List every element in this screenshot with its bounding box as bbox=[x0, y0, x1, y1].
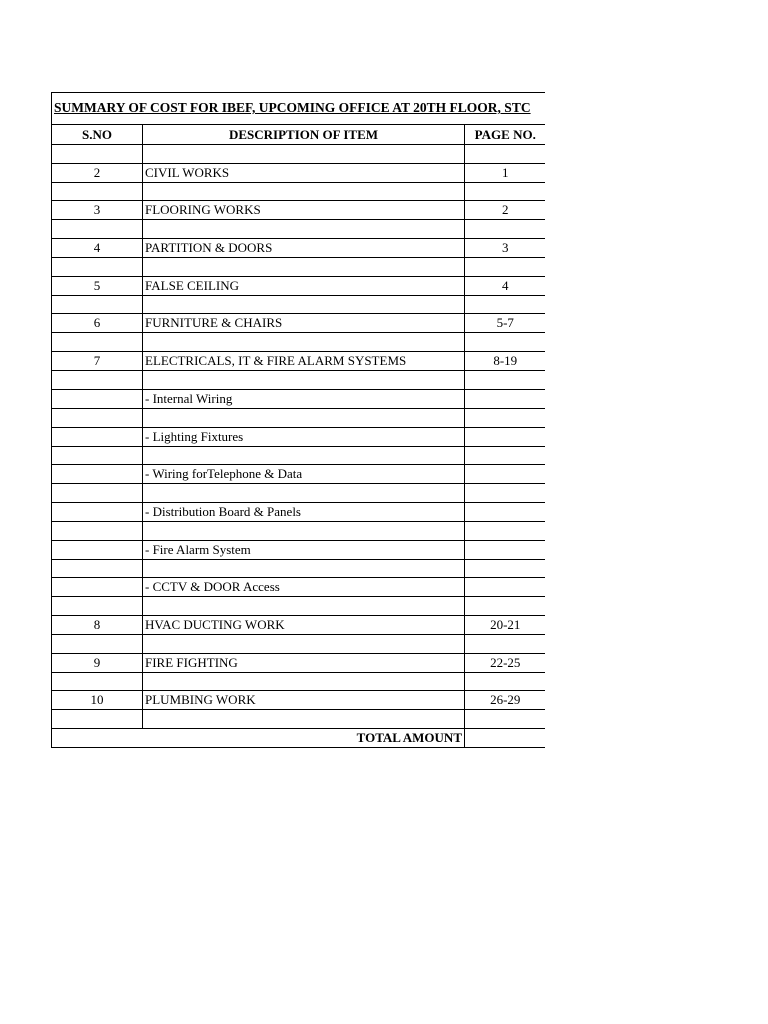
cell-page-no bbox=[465, 371, 546, 390]
cell-description bbox=[143, 295, 465, 314]
cell-description bbox=[143, 145, 465, 164]
cell-page-no bbox=[465, 427, 546, 446]
cell-sno: 7 bbox=[52, 352, 143, 371]
cell-page-no: 20-21 bbox=[465, 615, 546, 634]
cell-sno bbox=[52, 371, 143, 390]
cell-description bbox=[143, 710, 465, 729]
cell-page-no bbox=[465, 484, 546, 503]
cell-page-no: 1 bbox=[465, 163, 546, 182]
cell-sno bbox=[52, 145, 143, 164]
cell-sno: 3 bbox=[52, 201, 143, 220]
cell-description bbox=[143, 220, 465, 239]
cell-sno bbox=[52, 578, 143, 597]
column-header-sno: S.NO bbox=[52, 125, 143, 145]
table-row bbox=[52, 672, 546, 691]
cell-description: FLOORING WORKS bbox=[143, 201, 465, 220]
table-header-row bbox=[52, 125, 546, 145]
cell-sno bbox=[52, 427, 143, 446]
table-row bbox=[52, 201, 546, 220]
cell-page-no: 4 bbox=[465, 276, 546, 295]
cell-sno: 5 bbox=[52, 276, 143, 295]
cell-page-no bbox=[465, 710, 546, 729]
cell-description: - Wiring forTelephone & Data bbox=[143, 465, 465, 484]
cell-description: ELECTRICALS, IT & FIRE ALARM SYSTEMS bbox=[143, 352, 465, 371]
cell-description: - Internal Wiring bbox=[143, 389, 465, 408]
cell-description: FIRE FIGHTING bbox=[143, 653, 465, 672]
cell-page-no: 8-19 bbox=[465, 352, 546, 371]
cell-description bbox=[143, 371, 465, 390]
cell-sno bbox=[52, 634, 143, 653]
cell-sno bbox=[52, 502, 143, 521]
cell-sno bbox=[52, 521, 143, 540]
table-row bbox=[52, 220, 546, 239]
cell-sno bbox=[52, 672, 143, 691]
cell-description bbox=[143, 521, 465, 540]
table-row bbox=[52, 276, 546, 295]
table-row bbox=[52, 352, 546, 371]
cell-description: PARTITION & DOORS bbox=[143, 239, 465, 258]
cell-description: HVAC DUCTING WORK bbox=[143, 615, 465, 634]
cell-description: - CCTV & DOOR Access bbox=[143, 578, 465, 597]
cell-description: - Fire Alarm System bbox=[143, 540, 465, 559]
cell-page-no bbox=[465, 408, 546, 427]
table-row bbox=[52, 502, 546, 521]
cell-description: FURNITURE & CHAIRS bbox=[143, 314, 465, 333]
table-row bbox=[52, 559, 546, 578]
cell-sno: 9 bbox=[52, 653, 143, 672]
cell-page-no bbox=[465, 182, 546, 201]
column-header-description: DESCRIPTION OF ITEM bbox=[143, 125, 465, 145]
cell-sno: 2 bbox=[52, 163, 143, 182]
cell-description: FALSE CEILING bbox=[143, 276, 465, 295]
cell-sno bbox=[52, 333, 143, 352]
cell-page-no bbox=[465, 220, 546, 239]
title-row bbox=[51, 92, 545, 124]
table-row bbox=[52, 333, 546, 352]
cost-summary-table bbox=[51, 124, 545, 748]
cell-description bbox=[143, 484, 465, 503]
cell-page-no bbox=[465, 578, 546, 597]
table-row bbox=[52, 427, 546, 446]
table-row bbox=[52, 465, 546, 484]
cell-sno: 6 bbox=[52, 314, 143, 333]
cell-sno: 8 bbox=[52, 615, 143, 634]
cell-page-no bbox=[465, 389, 546, 408]
column-header-page: PAGE NO. bbox=[465, 125, 546, 145]
cell-page-no bbox=[465, 295, 546, 314]
cell-page-no bbox=[465, 559, 546, 578]
table-row bbox=[52, 239, 546, 258]
cell-page-no bbox=[465, 672, 546, 691]
cell-page-no: 3 bbox=[465, 239, 546, 258]
table-row bbox=[52, 446, 546, 465]
cell-sno bbox=[52, 408, 143, 427]
cell-page-no: 22-25 bbox=[465, 653, 546, 672]
table-row bbox=[52, 163, 546, 182]
table-row bbox=[52, 691, 546, 710]
cell-description bbox=[143, 559, 465, 578]
cell-page-no bbox=[465, 333, 546, 352]
cell-sno bbox=[52, 182, 143, 201]
table-row bbox=[52, 371, 546, 390]
cell-sno bbox=[52, 484, 143, 503]
cell-page-no: 2 bbox=[465, 201, 546, 220]
table-body bbox=[52, 125, 546, 748]
table-row bbox=[52, 314, 546, 333]
cell-page-no bbox=[465, 258, 546, 277]
cell-page-no bbox=[465, 521, 546, 540]
cell-sno bbox=[52, 220, 143, 239]
table-row bbox=[52, 634, 546, 653]
cell-sno bbox=[52, 710, 143, 729]
cell-page-no: 26-29 bbox=[465, 691, 546, 710]
table-row bbox=[52, 710, 546, 729]
cell-page-no bbox=[465, 540, 546, 559]
table-row bbox=[52, 540, 546, 559]
cell-description bbox=[143, 634, 465, 653]
total-amount-label: TOTAL AMOUNT bbox=[52, 729, 465, 748]
cell-sno bbox=[52, 258, 143, 277]
table-row bbox=[52, 597, 546, 616]
cost-summary-sheet bbox=[51, 92, 545, 748]
table-row bbox=[52, 653, 546, 672]
cell-description: - Lighting Fixtures bbox=[143, 427, 465, 446]
cell-sno: 10 bbox=[52, 691, 143, 710]
cell-sno bbox=[52, 446, 143, 465]
total-amount-value bbox=[465, 729, 546, 748]
cell-sno bbox=[52, 389, 143, 408]
cell-page-no: 5-7 bbox=[465, 314, 546, 333]
cell-description bbox=[143, 597, 465, 616]
cell-description bbox=[143, 333, 465, 352]
cell-sno bbox=[52, 559, 143, 578]
table-row bbox=[52, 258, 546, 277]
table-row bbox=[52, 521, 546, 540]
table-row bbox=[52, 182, 546, 201]
cell-description bbox=[143, 258, 465, 277]
total-row bbox=[52, 729, 546, 748]
table-row bbox=[52, 408, 546, 427]
table-row bbox=[52, 615, 546, 634]
cell-sno bbox=[52, 540, 143, 559]
cell-description bbox=[143, 182, 465, 201]
table-row bbox=[52, 145, 546, 164]
cell-description: CIVIL WORKS bbox=[143, 163, 465, 182]
cell-description bbox=[143, 408, 465, 427]
cell-sno bbox=[52, 597, 143, 616]
table-row bbox=[52, 389, 546, 408]
cell-page-no bbox=[465, 634, 546, 653]
cell-sno bbox=[52, 465, 143, 484]
cell-description: - Distribution Board & Panels bbox=[143, 502, 465, 521]
cell-sno bbox=[52, 295, 143, 314]
cell-description bbox=[143, 446, 465, 465]
document-title: SUMMARY OF COST FOR IBEF, UPCOMING OFFICE AT 20TH FLOOR, STC bbox=[54, 100, 531, 115]
cell-page-no bbox=[465, 597, 546, 616]
cell-page-no bbox=[465, 145, 546, 164]
cell-description bbox=[143, 672, 465, 691]
cell-sno: 4 bbox=[52, 239, 143, 258]
table-row bbox=[52, 295, 546, 314]
table-row bbox=[52, 578, 546, 597]
cell-page-no bbox=[465, 446, 546, 465]
cell-page-no bbox=[465, 502, 546, 521]
cell-page-no bbox=[465, 465, 546, 484]
cell-description: PLUMBING WORK bbox=[143, 691, 465, 710]
table-row bbox=[52, 484, 546, 503]
